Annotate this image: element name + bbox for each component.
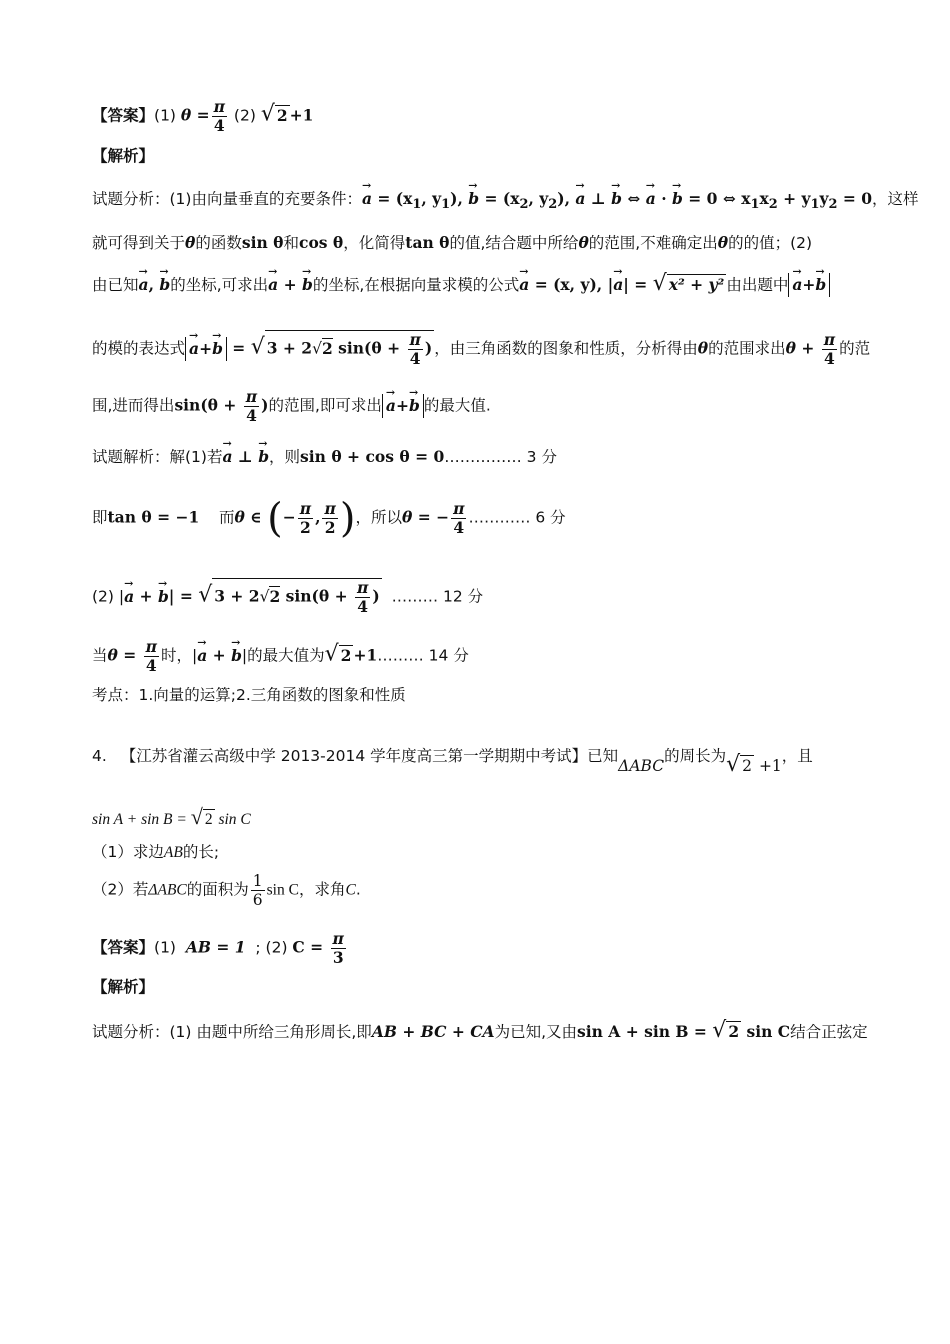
analysis-line-4: 的模的表达式→ a+→ b = √ 3 + 2√2 sin(θ + $\frac{\pi}{4}$ ) ，由三角函数的图象和性质，分析得由θ的范围求出θ + $\frac{\pi}{4}$ 的范 (92, 330, 870, 368)
answer-line-1: 【答案】(1) θ = $\frac{\pi}{4}$ (2) √ 2 +1 (92, 97, 314, 135)
question-4-condition: sin A + sin B = √ 2 sin C (92, 804, 251, 829)
radicand: 3 + 2√2 sin(θ + $\frac{\pi}{4}$ ) (266, 330, 433, 368)
question-4-analysis-line-1: 试题分析：(1) 由题中所给三角形周长,即AB + BC + CA为已知,又由sin A + sin B = √ 2 sin C结合正弦定 (92, 1018, 868, 1043)
knowledge-points: 考点：1.向量的运算;2.三角函数的图象和性质 (92, 686, 406, 704)
solution-line-4: 当θ = $\frac{\pi}{4}$ 时，|→ a + → b|的最大值为√ 2 +1……… 14 分 (92, 638, 469, 675)
question-4-part-2: （2）若ΔABC的面积为 $\frac{1}{6}$ sin C，求角C. (92, 872, 361, 909)
solution-line-3: (2) |→ a + → b| = √ 3 + 2√2 sin(θ + $\frac{\pi}{4}$ ) ……… 12 分 (92, 578, 483, 616)
solution-line-1: 试题解析：解(1)若→ a ⊥ → b，则sin θ + cos θ = 0…………… 3 分 (92, 446, 557, 468)
analysis-line-1: 试题分析：(1)由向量垂直的充要条件：→ $a = (x_1$, $y_1$), → $b = (x_2$, $y_2$), → a ⊥ → b ⇔ → a · → b = 0 ⇔ $x_1x_2 + y_1y_2 = 0$，这样 (92, 188, 919, 216)
fraction: $\frac{\pi}{4}$ (213, 97, 225, 135)
abs-value: → a+→ b (788, 273, 830, 297)
analysis-heading: 【解析】 (92, 147, 155, 165)
question-4-analysis-heading: 【解析】 (92, 978, 155, 996)
solution-line-2: 即tan θ = −1 而θ ∈ (− $\frac{\pi}{2}$ , $\frac{\pi}{2}$ )，所以θ = − $\frac{\pi}{4}$ ………… 6 分 (92, 495, 566, 542)
question-4-answer: 【答案】(1) AB = 1 ; (2) C = $\frac{\pi}{3}$ (92, 929, 344, 967)
analysis-line-2: 就可得到关于θ的函数sin θ和cos θ，化简得tan θ的值,结合题中所给θ的范围,不难确定出θ的的值；(2) (92, 233, 813, 252)
analysis-line-3: 由已知→ a, → b的坐标,可求出→ a + → b的坐标,在根据向量求模的公式→ a = (x, y), |→ a| = √ x² + y² 由出题中→ a+→ b (92, 273, 830, 297)
analysis-line-5: 围,进而得出sin(θ + $\frac{\pi}{4}$ )的范围,即可求出→ a+→ b 的最大值. (92, 388, 491, 425)
question-4-stem: 4. 【江苏省灌云高级中学 2013-2014 学年度高三第一学期期中考试】已知ΔABC的周长为√ 2 +1，且 (92, 747, 813, 777)
question-4-part-1: （1）求边AB的长; (92, 843, 220, 861)
